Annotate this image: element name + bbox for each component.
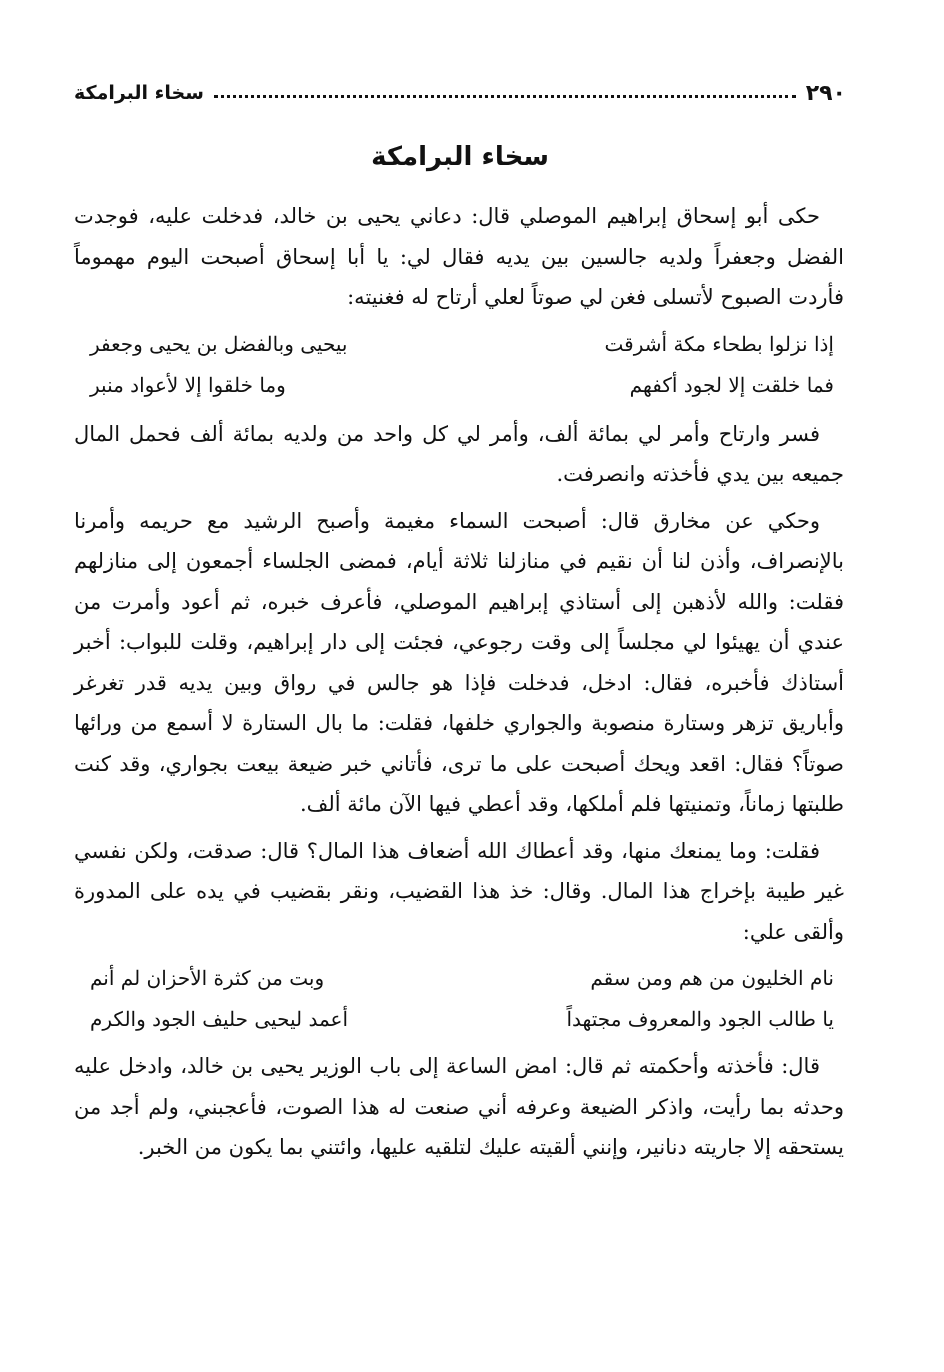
paragraph: فقلت: وما يمنعك منها، وقد أعطاك الله أضعاف هذا المال؟ قال: صدقت، ولكن نفسي غير طيبة بإخراج هذا المال. وقال: خذ هذا القضيب، ونقر بقضيب في يده على المدورة وألقى علي: (74, 838, 844, 944)
verse-second-hemistich: بيحيى وبالفضل بن يحيى وجعفر (90, 331, 348, 356)
verse-second-hemistich: أعمد ليحيى حليف الجود والكرم (90, 1007, 349, 1031)
paragraph: فسر وارتاح وأمر لي بمائة ألف، وأمر لي كل واحد من ولديه بمائة ألف فحمل المال جميعه بين يدي فأخذته وانصرفت. (74, 421, 844, 486)
header-dotted-leader (214, 95, 796, 98)
chapter-title: سخاء البرامكة (371, 142, 549, 172)
body-text (74, 196, 844, 1174)
running-header (74, 76, 846, 110)
paragraph: وحكي عن مخارق قال: أصبحت السماء مغيمة وأصبح الرشيد مع حريمه وأمرنا بالإنصراف، وأذن لنا أن نقيم في منازلنا ثلاثة أيام، فمضى الجلساء أجمعون إلى منازلهم فقلت: والله لأذهبن إلى أستاذي إبراهيم الموصلي، فأعرف خبره، ثم أعود وأمرت من عندي أن يهيئوا لي مجلساً إلى وقت رجوعي، فجئت إلى دار إبراهيم، وقلت للبواب: أخبر أستاذك فأخبره، فقال: ادخل، فدخلت فإذا هو جالس في رواق وبين يديه قدر تغرغر وأباريق تزهر وستارة منصوبة والجواري خلفها، فقلت: ما بال الستارة لا أسمع من ورائها صوتاً؟ فقال: اقعد ويحك أصبحت على ما ترى، فأتاني خبر ضيعة بيعت بجواري، وقد كنت طلبتها زماناً، وتمنيتها فلم أملكها، وقد أعطي فيها الآن مائة ألف. (74, 508, 844, 816)
paragraph: حكى أبو إسحاق إبراهيم الموصلي قال: دعاني يحيى بن خالد، فدخلت عليه، فوجدت الفضل وجعفراً ولديه جالسين بين يديه فقال لي: يا أبا إسحاق أصبحت اليوم مهموماً فأردت الصبوح لأتسلى فغن لي صوتاً لعلي أرتاح له فغنيته: (74, 204, 844, 309)
verse-first-hemistich: نام الخليون من هم ومن سقم (590, 966, 834, 990)
verse-first-hemistich: فما خلقت إلا لجود أكفهم (629, 372, 834, 397)
page-number: ٢٩٠ (805, 80, 846, 106)
verse-line (74, 999, 844, 1040)
poem (74, 324, 844, 406)
verse-second-hemistich: وما خلقوا إلا لأعواد منبر (90, 372, 286, 397)
verse-first-hemistich: يا طالب الجود والمعروف مجتهداً (566, 1007, 834, 1031)
paragraph: قال: فأخذته وأحكمته ثم قال: امض الساعة إلى باب الوزير يحيى بن خالد، وادخل عليه وحدثه بما رأيت، واذكر الضيعة وعرفه أني صنعت له هذا الصوت، فأعجبني، ولم أجد من يستحقه إلا جاريته دنانير، وإنني ألقيته عليك لتلقيه عليها، وائتني بما يكون من الخبر. (74, 1054, 844, 1159)
verse-line (74, 365, 844, 406)
verse-first-hemistich: إذا نزلوا بطحاء مكة أشرقت (604, 331, 834, 356)
running-title: سخاء البرامكة (74, 82, 204, 104)
verse-second-hemistich: وبت من كثرة الأحزان لم أنم (90, 966, 325, 990)
verse-line (74, 324, 844, 365)
poem (74, 958, 844, 1040)
verse-line (74, 958, 844, 999)
